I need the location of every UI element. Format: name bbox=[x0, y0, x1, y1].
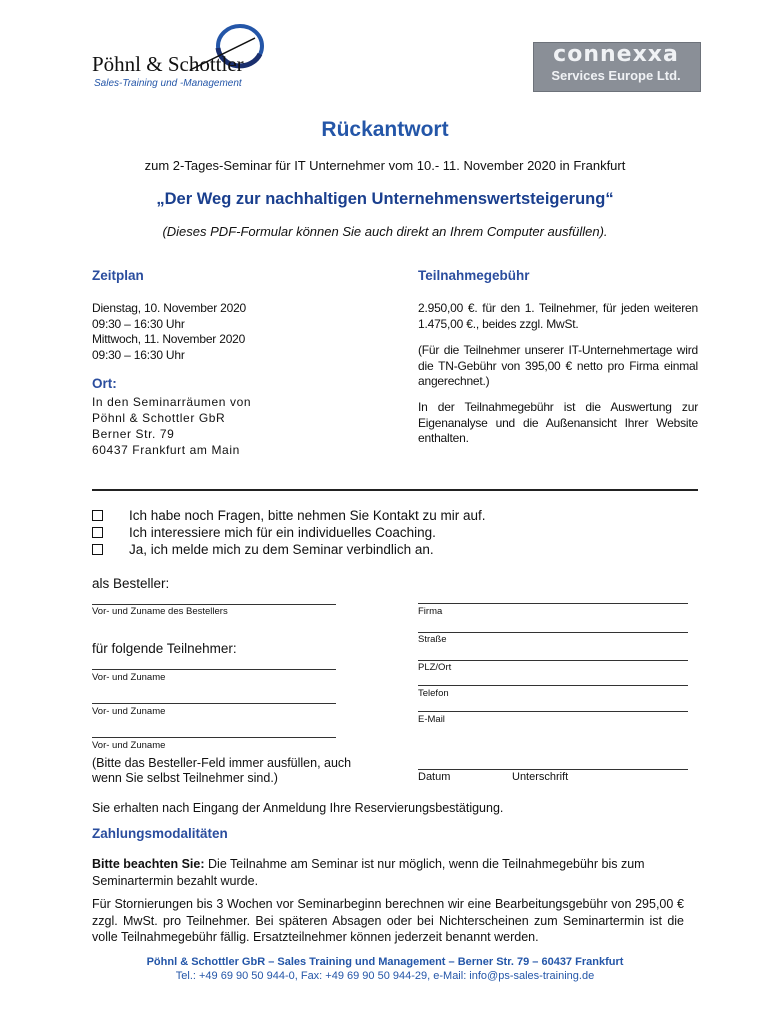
zahlung-notice bbox=[92, 856, 684, 889]
page-subtitle: zum 2-Tages-Seminar für IT Unternehmer vom 10.- 11. November 2020 in Frankfurt bbox=[144, 158, 626, 173]
zeitplan-line: 09:30 – 16:30 Uhr bbox=[92, 316, 185, 331]
zahlung-heading: Zahlungsmodalitäten bbox=[92, 826, 228, 841]
gebuehr-credit: (Für die Teilnehmer unserer IT-Unternehmertage wird die TN-Gebühr von 395,00 € netto pro Firma einmal angerechnet.) bbox=[418, 343, 698, 388]
ort-line: In den Seminarräumen von bbox=[92, 395, 252, 409]
telefon-field[interactable] bbox=[418, 685, 688, 686]
plz-ort-field[interactable] bbox=[418, 660, 688, 661]
checkbox-row-register[interactable] bbox=[92, 542, 434, 557]
ort-line: Berner Str. 79 bbox=[92, 427, 175, 441]
telefon-label: Telefon bbox=[418, 688, 449, 699]
section-divider bbox=[92, 489, 698, 491]
connexxa-logo-bottom: Services Europe Ltd. bbox=[551, 68, 681, 83]
datum-unterschrift-field[interactable] bbox=[418, 769, 688, 770]
teilnehmer-field-2[interactable] bbox=[92, 703, 336, 704]
checkbox-questions[interactable] bbox=[92, 510, 103, 521]
ort-line: Pöhnl & Schottler GbR bbox=[92, 411, 226, 425]
checkbox-label: Ich interessiere mich für ein individuelles Coaching. bbox=[129, 525, 436, 540]
besteller-label: Vor- und Zuname des Bestellers bbox=[92, 606, 228, 617]
email-field[interactable] bbox=[418, 711, 688, 712]
seminar-headline: „Der Weg zur nachhaltigen Unternehmenswertsteigerung“ bbox=[156, 190, 614, 208]
besteller-heading: als Besteller: bbox=[92, 576, 170, 591]
besteller-hint: (Bitte das Besteller-Feld immer ausfüllen, auch wenn Sie selbst Teilnehmer sind.) bbox=[92, 756, 352, 785]
teilnehmer-label: Vor- und Zuname bbox=[92, 740, 166, 751]
connexxa-logo-top: connexxa bbox=[553, 42, 679, 67]
checkbox-label: Ja, ich melde mich zu dem Seminar verbindlich an. bbox=[129, 542, 434, 557]
checkbox-register[interactable] bbox=[92, 544, 103, 555]
footer-contact: Tel.: +49 69 90 50 944-0, Fax: +49 69 90 50 944-29, e-Mail: info@ps-sales-training.de bbox=[175, 970, 595, 982]
logo-tagline: Sales-Training und -Management bbox=[94, 78, 242, 89]
ort-line: 60437 Frankfurt am Main bbox=[92, 443, 240, 457]
teilnehmer-heading: für folgende Teilnehmer: bbox=[92, 641, 237, 656]
logo-company-name: Pöhnl & Schottler bbox=[92, 52, 244, 76]
zahlung-notice-bold: Bitte beachten Sie: bbox=[92, 857, 205, 871]
ort-heading: Ort: bbox=[92, 376, 117, 391]
gebuehr-included: In der Teilnahmegebühr ist die Auswertung zur Eigenanalyse und die Außenansicht Ihrer Website enthalten. bbox=[418, 400, 698, 445]
strasse-field[interactable] bbox=[418, 632, 688, 633]
checkbox-coaching[interactable] bbox=[92, 527, 103, 538]
strasse-label: Straße bbox=[418, 634, 447, 645]
email-label: E-Mail bbox=[418, 714, 445, 725]
page-title: Rückantwort bbox=[321, 118, 449, 141]
zeitplan-heading: Zeitplan bbox=[92, 268, 144, 283]
zeitplan-line: Dienstag, 10. November 2020 bbox=[92, 301, 247, 315]
checkbox-label: Ich habe noch Fragen, bitte nehmen Sie Kontakt zu mir auf. bbox=[129, 508, 486, 523]
datum-label: Datum bbox=[418, 771, 451, 783]
zahlung-storno: Für Stornierungen bis 3 Wochen vor Seminarbeginn berechnen wir eine Bearbeitungsgebühr von 295,00 € zzgl. MwSt. pro Teilnehmer. Bei späteren Absagen oder bei Nichterscheinen zum Seminartermin ist die volle Teilnahmegebühr fällig. Ersatzteilnehmer können jederzeit benannt werden. bbox=[92, 897, 684, 944]
unterschrift-label: Unterschrift bbox=[512, 771, 569, 783]
gebuehr-price: 2.950,00 €. für den 1. Teilnehmer, für jeden weiteren 1.475,00 €., beides zzgl. MwSt. bbox=[418, 301, 698, 331]
teilnehmer-label: Vor- und Zuname bbox=[92, 672, 166, 683]
ort-block bbox=[92, 394, 352, 458]
teilnehmer-label: Vor- und Zuname bbox=[92, 706, 166, 717]
checkbox-row-questions[interactable] bbox=[92, 508, 485, 523]
zeitplan-line: 09:30 – 16:30 Uhr bbox=[92, 347, 185, 362]
zahlung-notice-text: Die Teilnahme am Seminar ist nur möglich, wenn die Teilnahmegebühr bis zum Seminartermin bezahlt wurde. bbox=[92, 857, 645, 888]
besteller-field[interactable] bbox=[92, 604, 336, 605]
footer-address: Pöhnl & Schottler GbR – Sales Training und Management – Berner Str. 79 – 60437 Frankfurt bbox=[146, 956, 624, 968]
form-note: (Dieses PDF-Formular können Sie auch direkt an Ihrem Computer ausfüllen). bbox=[162, 224, 608, 239]
gebuehr-heading: Teilnahmegebühr bbox=[418, 268, 530, 283]
teilnehmer-field-1[interactable] bbox=[92, 669, 336, 670]
teilnehmer-field-3[interactable] bbox=[92, 737, 336, 738]
zeitplan-line: Mittwoch, 11. November 2020 bbox=[92, 332, 246, 346]
firma-field[interactable] bbox=[418, 603, 688, 604]
confirmation-text: Sie erhalten nach Eingang der Anmeldung Ihre Reservierungsbestätigung. bbox=[92, 801, 504, 815]
zeitplan-block bbox=[92, 301, 352, 363]
checkbox-row-coaching[interactable] bbox=[92, 525, 436, 540]
firma-label: Firma bbox=[418, 606, 443, 617]
plz-ort-label: PLZ/Ort bbox=[418, 662, 452, 673]
